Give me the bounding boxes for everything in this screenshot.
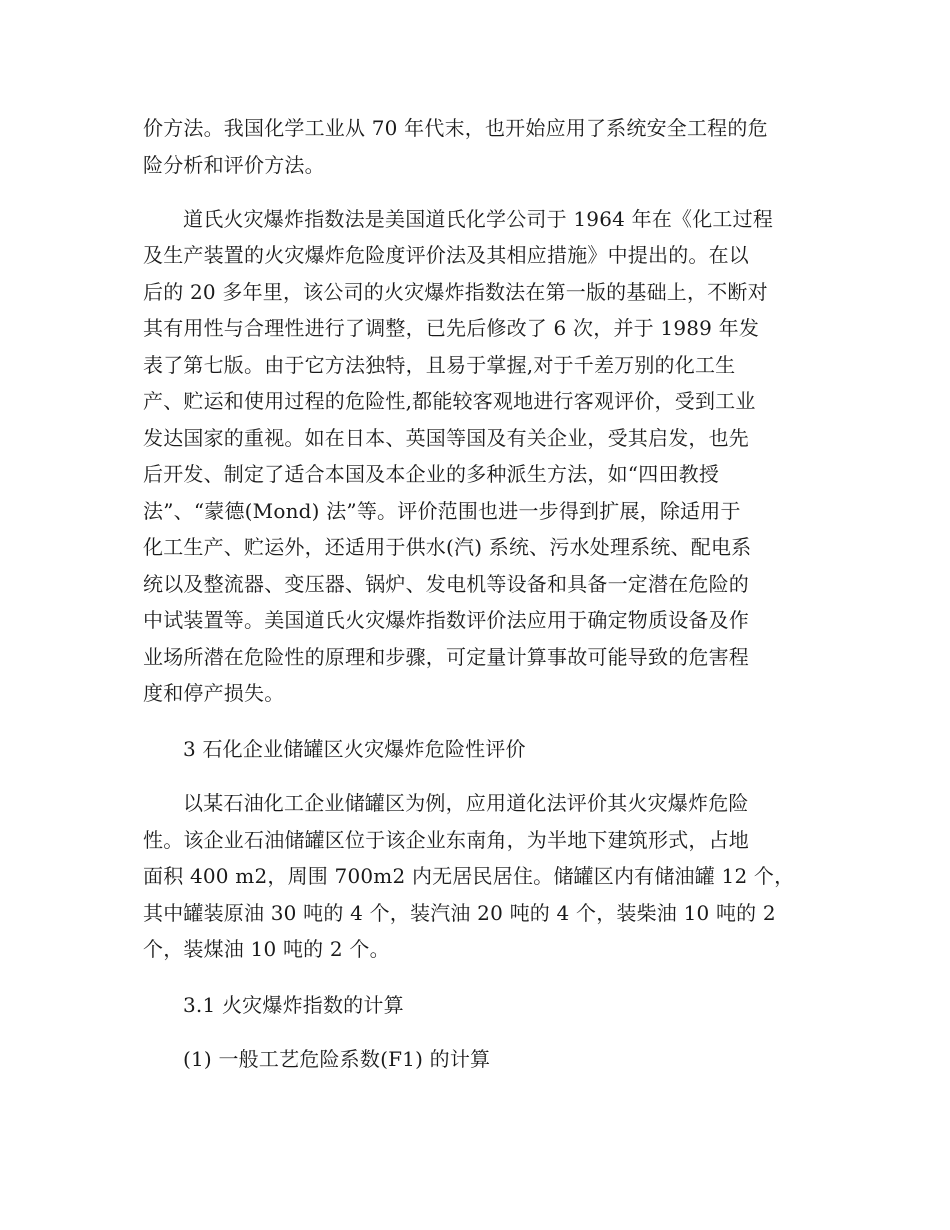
text-line: 个，装煤油 10 吨的 2 个。: [143, 937, 390, 961]
text-line: 业场所潜在危险性的原理和步骤，可定量计算事故可能导致的危害程: [143, 645, 749, 669]
text-line: 法”、“蒙德(Mond) 法”等。评价范围也进一步得到扩展，除适用于: [143, 499, 741, 523]
text-line: 以某石油化工企业储罐区为例，应用道化法评价其火灾爆炸危险: [183, 791, 749, 815]
text-line: 统以及整流器、变压器、锅炉、发电机等设备和具备一定潜在危险的: [143, 572, 749, 596]
text-line: 价方法。我国化学工业从 70 年代末，也开始应用了系统安全工程的危: [143, 116, 768, 140]
text-line: 其中罐装原油 30 吨的 4 个，装汽油 20 吨的 4 个，装柴油 10 吨的 2: [143, 901, 776, 925]
text-line: 产、贮运和使用过程的危险性,都能较客观地进行客观评价，受到工业: [143, 389, 756, 413]
text-line: 面积 400 m2，周围 700m2 内无居民居住。储罐区内有储油罐 12 个，: [143, 864, 795, 888]
text-line: 发达国家的重视。如在日本、英国等国及有关企业，受其启发，也先: [143, 426, 749, 450]
text-line: 表了第七版。由于它方法独特，且易于掌握,对于千差万别的化工生: [143, 353, 736, 377]
text-line: 性。该企业石油储罐区位于该企业东南角，为半地下建筑形式，占地: [143, 828, 749, 852]
section-heading: 3 石化企业储罐区火灾爆炸危险性评价: [183, 737, 526, 761]
subsection-heading: 3.1 火灾爆炸指数的计算: [183, 993, 404, 1017]
text-line: 度和停产损失。: [143, 681, 285, 705]
list-item-heading: (1) 一般工艺危险系数(F1) 的计算: [183, 1047, 491, 1071]
text-line: 化工生产、贮运外，还适用于供水(汽) 系统、污水处理系统、配电系: [143, 535, 752, 559]
text-line: 中试装置等。美国道氏火灾爆炸指数评价法应用于确定物质设备及作: [143, 608, 749, 632]
text-line: 后开发、制定了适合本国及本企业的多种派生方法，如“四田教授: [143, 462, 720, 486]
text-line: 后的 20 多年里，该公司的火灾爆炸指数法在第一版的基础上，不断对: [143, 280, 768, 304]
text-line: 其有用性与合理性进行了调整，已先后修改了 6 次，并于 1989 年发: [143, 316, 760, 340]
text-line: 道氏火灾爆炸指数法是美国道氏化学公司于 1964 年在《化工过程: [183, 207, 774, 231]
text-line: 及生产装置的火灾爆炸危险度评价法及其相应措施》中提出的。在以: [143, 243, 749, 267]
text-line: 险分析和评价方法。: [143, 153, 325, 177]
